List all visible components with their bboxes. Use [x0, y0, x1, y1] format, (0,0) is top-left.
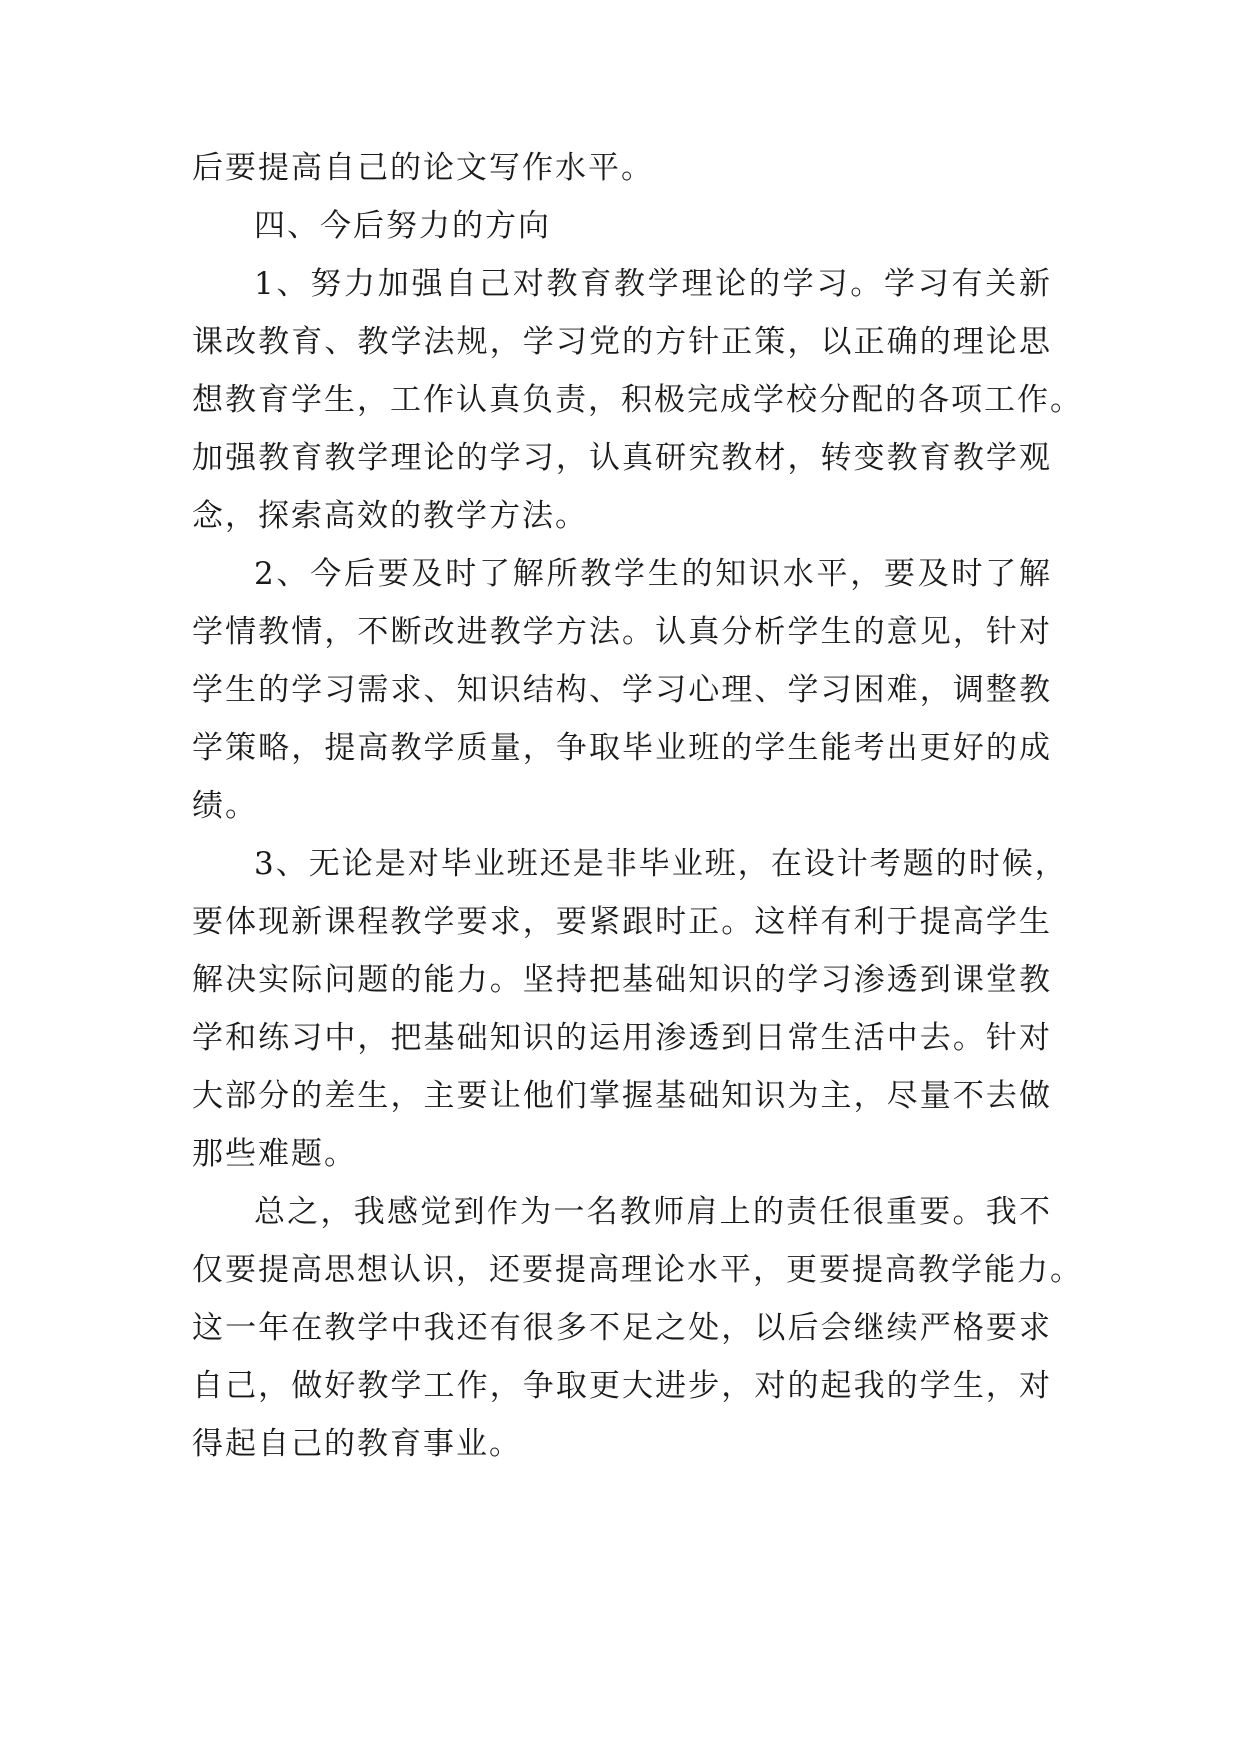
text-line: 学策略，提高教学质量，争取毕业班的学生能考出更好的成 [192, 730, 1052, 766]
text-line: 得起自己的教育事业。 [192, 1426, 522, 1462]
text-line: 后要提高自己的论文写作水平。 [192, 150, 654, 186]
text-line: 大部分的差生，主要让他们掌握基础知识为主，尽量不去做 [192, 1078, 1052, 1114]
text-line: 这一年在教学中我还有很多不足之处，以后会继续严格要求 [192, 1310, 1052, 1346]
text-line: 仅要提高思想认识，还要提高理论水平，更要提高教学能力。 [192, 1252, 1083, 1288]
text-line: 学情教情，不断改进教学方法。认真分析学生的意见，针对 [192, 614, 1052, 650]
text-line: 念，探索高效的教学方法。 [192, 498, 588, 534]
text-line: 自己，做好教学工作，争取更大进步，对的起我的学生，对 [192, 1368, 1052, 1404]
text-line: 1、努力加强自己对教育教学理论的学习。学习有关新 [254, 266, 1052, 302]
text-line: 学生的学习需求、知识结构、学习心理、学习困难，调整教 [192, 672, 1052, 708]
text-line: 解决实际问题的能力。坚持把基础知识的学习渗透到课堂教 [192, 962, 1052, 998]
text-line: 2、今后要及时了解所教学生的知识水平，要及时了解 [254, 556, 1052, 592]
text-line: 3、无论是对毕业班还是非毕业班，在设计考题的时候， [254, 846, 1068, 882]
text-line: 总之，我感觉到作为一名教师肩上的责任很重要。我不 [254, 1194, 1052, 1230]
text-line: 加强教育教学理论的学习，认真研究教材，转变教育教学观 [192, 440, 1052, 476]
text-line: 绩。 [192, 788, 258, 824]
section-heading: 四、今后努力的方向 [254, 208, 551, 244]
text-line: 想教育学生，工作认真负责，积极完成学校分配的各项工作。 [192, 382, 1083, 418]
text-line: 要体现新课程教学要求，要紧跟时正。这样有利于提高学生 [192, 904, 1052, 940]
text-line: 学和练习中，把基础知识的运用渗透到日常生活中去。针对 [192, 1020, 1052, 1056]
text-line: 那些难题。 [192, 1136, 357, 1172]
text-line: 课改教育、教学法规，学习党的方针正策，以正确的理论思 [192, 324, 1052, 360]
